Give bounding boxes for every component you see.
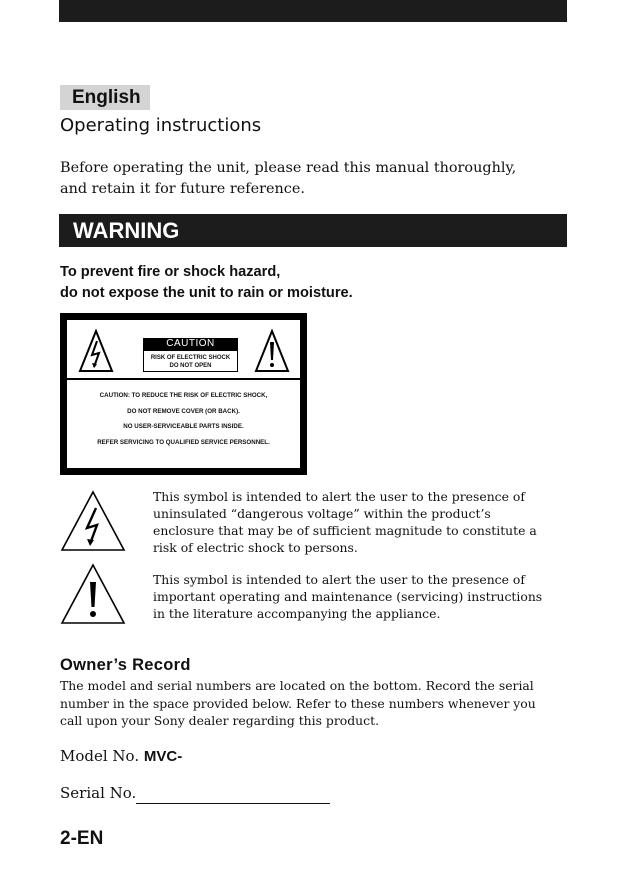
description-line: This symbol is intended to alert the user to the presence of [153, 572, 525, 587]
caution-sub-line: RISK OF ELECTRIC SHOCK [150, 355, 231, 361]
owner-line: number in the space provided below. Refer to these numbers whenever you [60, 695, 536, 711]
serial-number-label: Serial No. [60, 784, 137, 802]
caution-subtext [143, 350, 238, 372]
exclamation-symbol-description [153, 571, 558, 622]
owners-record-heading: Owner’s Record [60, 656, 191, 674]
description-line: in the literature accompanying the appliance. [153, 606, 441, 621]
owner-line: The model and serial numbers are located on the bottom. Record the serial [60, 678, 534, 693]
caution-label-top-panel [67, 320, 300, 378]
description-line: risk of electric shock to persons. [153, 540, 358, 555]
intro-paragraph [60, 158, 540, 200]
model-number-field [60, 747, 182, 765]
lightning-symbol-description [153, 488, 558, 556]
caution-label-image [60, 313, 307, 475]
caution-sub-line: DO NOT OPEN [169, 363, 212, 369]
caution-title: CAUTION [143, 338, 238, 350]
warning-heading: WARNING [59, 214, 567, 247]
description-line: enclosure that may be of sufficient magnitude to constitute a [153, 523, 537, 538]
lightning-triangle-icon [78, 329, 114, 373]
description-line: important operating and maintenance (servicing) instructions [153, 589, 543, 604]
serial-number-blank-line [136, 803, 330, 804]
exclamation-triangle-icon [254, 329, 290, 373]
description-line: uninsulated “dangerous voltage” within the product’s [153, 506, 491, 521]
hazard-line: To prevent fire or shock hazard, [60, 264, 281, 280]
model-label: Model No. [60, 747, 140, 765]
caution-line: REFER SERVICING TO QUALIFIED SERVICE PERSONNEL. [97, 438, 270, 446]
owner-line: call upon your Sony dealer regarding this product. [60, 713, 380, 728]
hazard-statement [60, 262, 353, 304]
caution-line: DO NOT REMOVE COVER (OR BACK). [127, 407, 240, 415]
description-line: This symbol is intended to alert the user to the presence of [153, 489, 525, 504]
top-header-bar [59, 0, 567, 22]
caution-instructions [67, 392, 300, 454]
owners-record-text [60, 677, 555, 730]
model-value: MVC- [143, 748, 183, 765]
intro-line: and retain it for future reference. [60, 181, 305, 197]
lightning-triangle-icon [60, 490, 126, 552]
caution-line: CAUTION: TO REDUCE THE RISK OF ELECTRIC SHOCK, [99, 392, 268, 399]
caution-line: NO USER-SERVICEABLE PARTS INSIDE. [123, 423, 244, 430]
caution-label-bottom-panel [67, 380, 300, 468]
exclamation-triangle-icon [60, 563, 126, 625]
intro-line: Before operating the unit, please read this manual thoroughly, [60, 160, 517, 176]
page-title: Operating instructions [60, 115, 262, 136]
hazard-line: do not expose the unit to rain or moisture. [60, 285, 353, 301]
page-number: 2-EN [60, 828, 104, 849]
language-tab: English [60, 85, 150, 110]
